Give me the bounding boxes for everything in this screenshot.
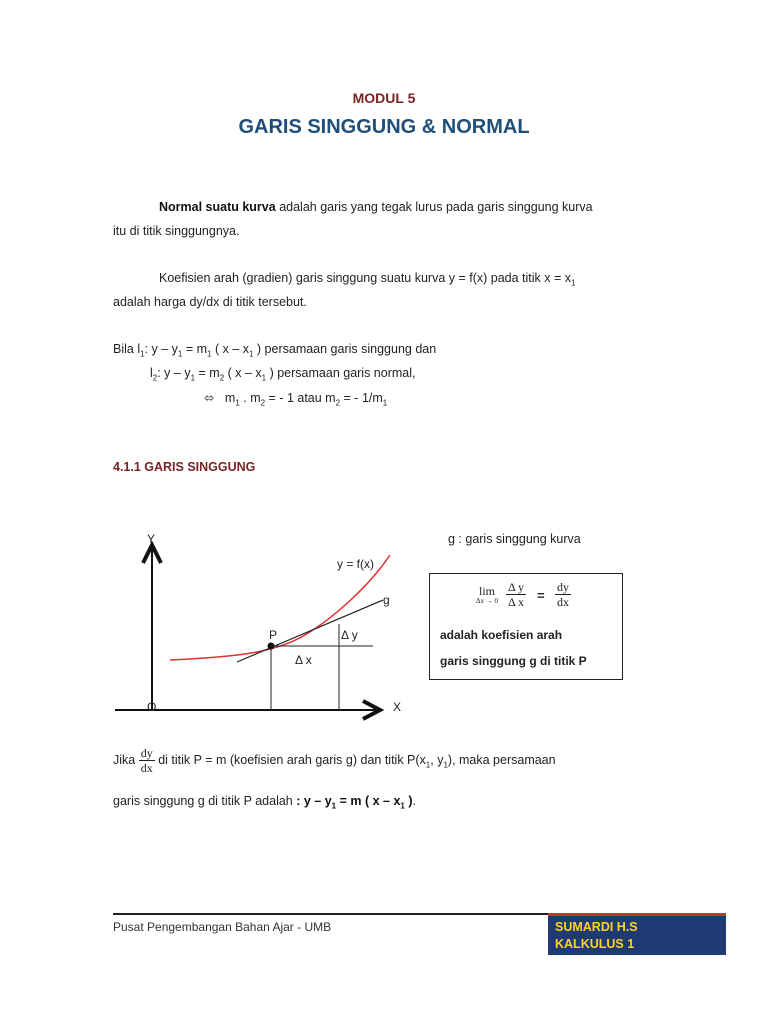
eq-text: ( x – x [211, 342, 249, 356]
origin-label: O [147, 700, 157, 714]
subscript: 1 [190, 373, 196, 383]
subscript: 1 [248, 349, 254, 359]
definition-line2: garis singgung g di titik P [440, 654, 587, 668]
subscript: 1 [235, 398, 240, 408]
subscript: 1 [140, 349, 145, 359]
paragraph-gradient-text: Koefisien arah (gradien) garis singgung suatu kurva y = f(x) pada titik x = x [159, 271, 572, 285]
delta-x-label: Δ x [295, 653, 312, 667]
eq-text: ) persamaan garis normal, [266, 366, 416, 380]
dx-den: dx [557, 595, 569, 609]
lim-text: lim [479, 584, 496, 598]
subscript: 2 [260, 398, 266, 408]
x-axis-label: X [393, 700, 402, 714]
eq-text: : y – y [144, 342, 178, 356]
paragraph-tangent-equation [113, 794, 416, 811]
limit-expression [476, 584, 498, 605]
eq-text: m [224, 391, 236, 405]
section-heading: 4.1.1 GARIS SINGGUNG [113, 460, 256, 474]
paragraph-gradient-line2: adalah harga dy/dx di titik tersebut. [113, 295, 307, 309]
equation-l1 [113, 342, 436, 359]
eq-text: l [150, 366, 153, 380]
eq-text: Bila l [113, 342, 141, 356]
subscript: 1 [571, 278, 576, 288]
subscript: 1 [177, 349, 183, 359]
curve-label: y = f(x) [337, 557, 375, 571]
point-label: P [269, 628, 278, 642]
subscript: 1 [425, 760, 431, 770]
definition-caption: g : garis singgung kurva [448, 532, 581, 546]
subscript: 1 [382, 398, 388, 408]
jika-rest: di titik P = m (koefisien arah garis g) dan titik P(x [158, 752, 426, 767]
paragraph-normal-text: adalah garis yang tegak lurus pada garis singgung kurva [275, 200, 593, 214]
paragraph-normal-line2: itu di titik singgungnya. [113, 224, 240, 238]
frac-den: dx [140, 761, 153, 775]
author-name: SUMARDI H.S [555, 920, 638, 934]
delta-fraction [506, 580, 526, 609]
course-name: KALKULUS 1 [555, 937, 635, 951]
paragraph-jika [113, 746, 556, 775]
eq-text: ) persamaan garis singgung dan [253, 342, 437, 356]
dy-dx-fraction [139, 746, 155, 775]
subscript: 1 [443, 760, 448, 770]
definition-box [429, 573, 623, 680]
derivative-fraction [555, 580, 571, 609]
eq-text: ), maka persamaan [447, 752, 556, 767]
eq-text: . [412, 794, 416, 808]
lim-subscript: Δx → 0 [476, 597, 499, 605]
eq-text: ( x – x [224, 366, 262, 380]
term-normal: Normal suatu kurva [159, 200, 276, 214]
subscript: 2 [335, 398, 341, 408]
point-p [268, 643, 275, 650]
definition-line1: adalah koefisien arah [440, 628, 563, 642]
eq-text: = m [195, 366, 220, 380]
footer-source: Pusat Pengembangan Bahan Ajar - UMB [113, 920, 332, 934]
y-axis-label: Y [147, 532, 156, 546]
equation-l3 [204, 390, 387, 408]
delta-x-den: Δ x [508, 595, 525, 609]
subscript: 1 [207, 349, 212, 359]
author-accent [548, 913, 726, 916]
eq-text: = - 1 atau m [265, 391, 336, 405]
eq-text: = m [182, 342, 208, 356]
eq-text: , y [430, 752, 444, 767]
delta-y-label: Δ y [341, 628, 358, 642]
eq-text: . m [239, 391, 261, 405]
subscript: 1 [261, 373, 267, 383]
subscript: 2 [219, 373, 225, 383]
tangent-label: g [383, 593, 390, 607]
equation-l2 [150, 366, 416, 383]
paragraph-normal [113, 195, 653, 219]
eq-text: garis singgung g di titik P adalah [113, 794, 293, 808]
tangent-equation: : $y - y_1 = m$ ( x – $x_1$ ) [292, 794, 413, 811]
equals-sign: = [537, 588, 545, 603]
page-title: GARIS SINGGUNG & NORMAL [238, 116, 530, 138]
equivalence-symbol: ⬄ [204, 391, 215, 405]
subscript: 2 [152, 373, 158, 383]
module-label: MODUL 5 [352, 90, 416, 106]
eq-text: : y – y [157, 366, 191, 380]
delta-y-num: Δ y [508, 580, 525, 594]
eq-text: = - 1/m [340, 391, 383, 405]
tangent-graph [105, 525, 415, 725]
jika-text: Jika [113, 752, 136, 767]
frac-num: dy [140, 746, 153, 760]
dy-num: dy [557, 580, 569, 594]
